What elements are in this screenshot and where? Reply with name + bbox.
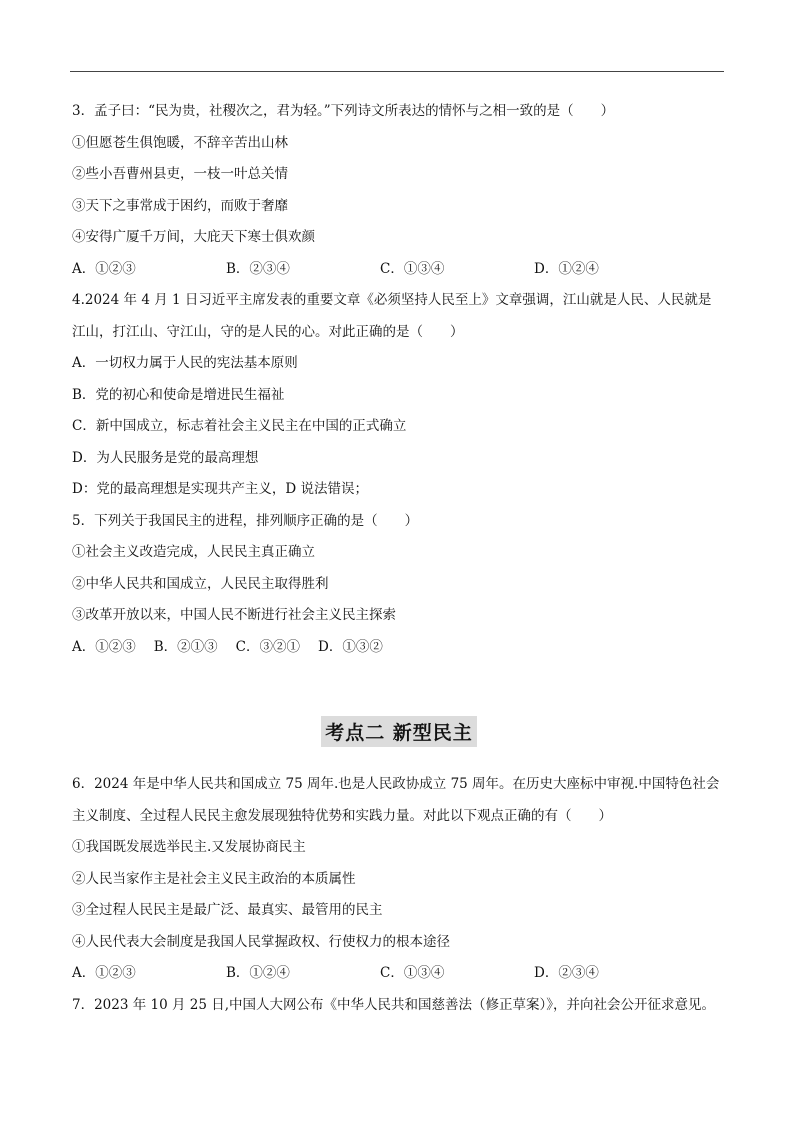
q3-option-c[interactable]: C．①③④ — [380, 260, 445, 277]
q4-option-c[interactable]: C．新中国成立，标志着社会主义民主在中国的正式确立 — [72, 418, 407, 434]
q5-item-2: ②中华人民共和国成立，人民民主取得胜利 — [72, 575, 329, 592]
q5-option-b[interactable]: B．②①③ — [153, 638, 218, 655]
q5-stem: 5．下列关于我国民主的进程，排列顺序正确的是（ ） — [72, 512, 419, 529]
section-title: 考点二 新型民主 — [321, 716, 477, 747]
q6-option-a[interactable]: A．①②③ — [72, 965, 136, 981]
q4-option-b[interactable]: B．党的初心和使命是增进民生福祉 — [72, 386, 285, 403]
q6-option-d[interactable]: D．②③④ — [534, 965, 599, 981]
q6-item-1: ①我国既发展选举民主.又发展协商民主 — [72, 839, 306, 855]
q3-stem: 3．孟子曰：“民为贵，社稷次之，君为轻。”下列诗文所表达的情怀与之相一致的是（ ） — [72, 103, 615, 119]
header-rule — [70, 71, 724, 72]
q3-item-4: ④安得广厦千万间，大庇天下寒士俱欢颜 — [72, 229, 315, 245]
q6-item-3: ③全过程人民民主是最广泛、最真实、最管用的民主 — [72, 902, 383, 918]
q4-analysis: D：党的最高理想是实现共产主义，D 说法错误； — [72, 481, 368, 497]
q5-option-d[interactable]: D．①③② — [318, 638, 383, 655]
q6-item-4: ④人民代表大会制度是我国人民掌握政权、行使权力的根本途径 — [72, 933, 450, 950]
q5-option-c[interactable]: C．③②① — [235, 638, 301, 655]
q5-item-3: ③改革开放以来，中国人民不断进行社会主义民主探索 — [72, 607, 396, 623]
q5-option-a[interactable]: A．①②③ — [72, 638, 136, 655]
q4-option-d[interactable]: D．为人民服务是党的最高理想 — [72, 449, 259, 466]
q6-option-b[interactable]: B．①②④ — [226, 965, 290, 981]
q5-item-1: ①社会主义改造完成，人民民主真正确立 — [72, 544, 315, 560]
q6-stem-line1: 6．2024 年是中华人民共和国成立 75 周年.也是人民政协成立 75 周年。在历史大座标中审视.中国特色社会 — [72, 776, 720, 792]
q4-option-a[interactable]: A．一切权力属于人民的宪法基本原则 — [72, 355, 298, 371]
q5-options — [72, 632, 726, 664]
q6-options — [72, 958, 726, 990]
q3-option-d[interactable]: D．①②④ — [534, 260, 599, 277]
document-body — [72, 96, 726, 1021]
q7-stem-line1: 7．2023 年 10 月 25 日,中国人大网公布《中华人民共和国慈善法（修正草案）》，并向社会公开征求意见。 — [72, 996, 716, 1013]
q6-item-2: ②人民当家作主是社会主义民主政治的本质属性 — [72, 870, 356, 887]
q4-stem-line2: 江山，打江山、守江山，守的是人民的心。对此正确的是（ ） — [72, 323, 464, 340]
q3-options — [72, 254, 726, 286]
section-heading — [72, 701, 726, 761]
q3-item-3: ③天下之事常成于困约，而败于奢靡 — [72, 197, 288, 214]
q6-option-c[interactable]: C．①③④ — [380, 965, 445, 981]
q6-stem-line2: 主义制度、全过程人民民主愈发展现独特优势和实践力量。对此以下观点正确的有（ ） — [72, 807, 612, 824]
q4-stem-line1: 4.2024 年 4 月 1 日习近平主席发表的重要文章《必须坚持人民至上》文章强调，江山就是人民、人民就是 — [72, 292, 712, 308]
q3-option-a[interactable]: A．①②③ — [72, 260, 136, 277]
q3-item-2: ②些小吾曹州县吏，一枝一叶总关情 — [72, 166, 288, 182]
q3-option-b[interactable]: B．②③④ — [226, 260, 290, 277]
q3-item-1: ①但愿苍生俱饱暖，不辞辛苦出山林 — [72, 134, 288, 151]
